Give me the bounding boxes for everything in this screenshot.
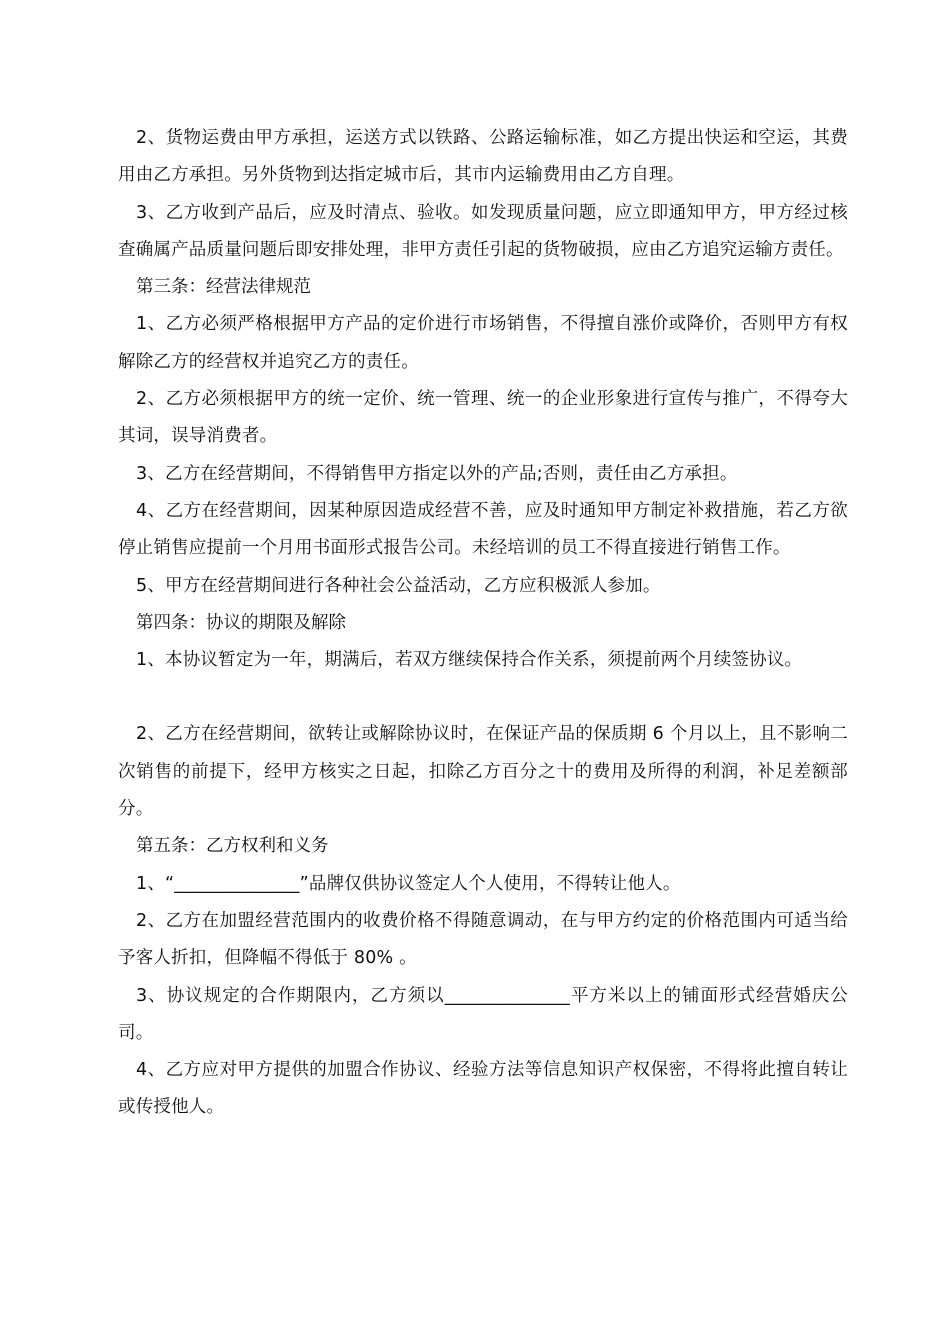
section-heading: 第五条：乙方权利和义务 bbox=[136, 836, 329, 857]
clause-item: 2、乙方在加盟经营范围内的收费价格不得随意调动，在与甲方约定的价格范围内可适当给予客人折扣，但降幅不得低于 80% 。 bbox=[118, 910, 848, 969]
clause-item: 2、乙方必须根据甲方的统一定价、统一管理、统一的企业形象进行宣传与推广，不得夸大其词，误导消费者。 bbox=[118, 389, 848, 447]
clause-item: 4、乙方应对甲方提供的加盟合作协议、经验方法等信息知识产权保密，不得将此擅自转让或传授他人。 bbox=[118, 1060, 848, 1118]
section-heading: 第三条：经营法律规范 bbox=[136, 277, 311, 298]
clause-item: 2、货物运费由甲方承担，运送方式以铁路、公路运输标准，如乙方提出快运和空运，其费用由乙方承担。另外货物到达指定城市后，其市内运输费用由乙方自理。 bbox=[118, 128, 848, 186]
clause-item: 1、本协议暂定为一年，期满后，若双方继续保持合作关系，须提前两个月续签协议。 bbox=[136, 650, 803, 671]
section-heading: 第四条：协议的期限及解除 bbox=[136, 612, 346, 633]
clause-item: 1、乙方必须严格根据甲方产品的定价进行市场销售，不得擅自涨价或降价，否则甲方有权解除乙方的经营权并追究乙方的责任。 bbox=[118, 314, 848, 372]
clause-item: 3、乙方收到产品后，应及时清点、验收。如发现质量问题，应立即通知甲方，甲方经过核查确属产品质量问题后即安排处理，非甲方责任引起的货物破损，应由乙方追究运输方责任。 bbox=[118, 202, 848, 260]
clause-item: 2、乙方在经营期间，欲转让或解除协议时，在保证产品的保质期 6 个月以上，且不影响二次销售的前提下，经甲方核实之日起，扣除乙方百分之十的费用及所得的利润，补足差额部分。 bbox=[118, 724, 848, 820]
clause-item: 5、甲方在经营期间进行各种社会公益活动，乙方应积极派人参加。 bbox=[136, 575, 661, 596]
document-body bbox=[118, 120, 848, 1127]
clause-item: 4、乙方在经营期间，因某种原因造成经营不善，应及时通知甲方制定补救措施，若乙方欲停止销售应提前一个月用书面形式报告公司。未经培训的员工不得直接进行销售工作。 bbox=[118, 500, 848, 559]
clause-item: 1、“______________”品牌仅供协议签定人个人使用，不得转让他人。 bbox=[136, 873, 681, 894]
clause-item: 3、协议规定的合作期限内，乙方须以______________平方米以上的铺面形式经营婚庆公司。 bbox=[118, 985, 848, 1043]
blank-line bbox=[118, 679, 848, 716]
clause-item: 3、乙方在经营期间，不得销售甲方指定以外的产品;否则，责任由乙方承担。 bbox=[136, 463, 738, 484]
